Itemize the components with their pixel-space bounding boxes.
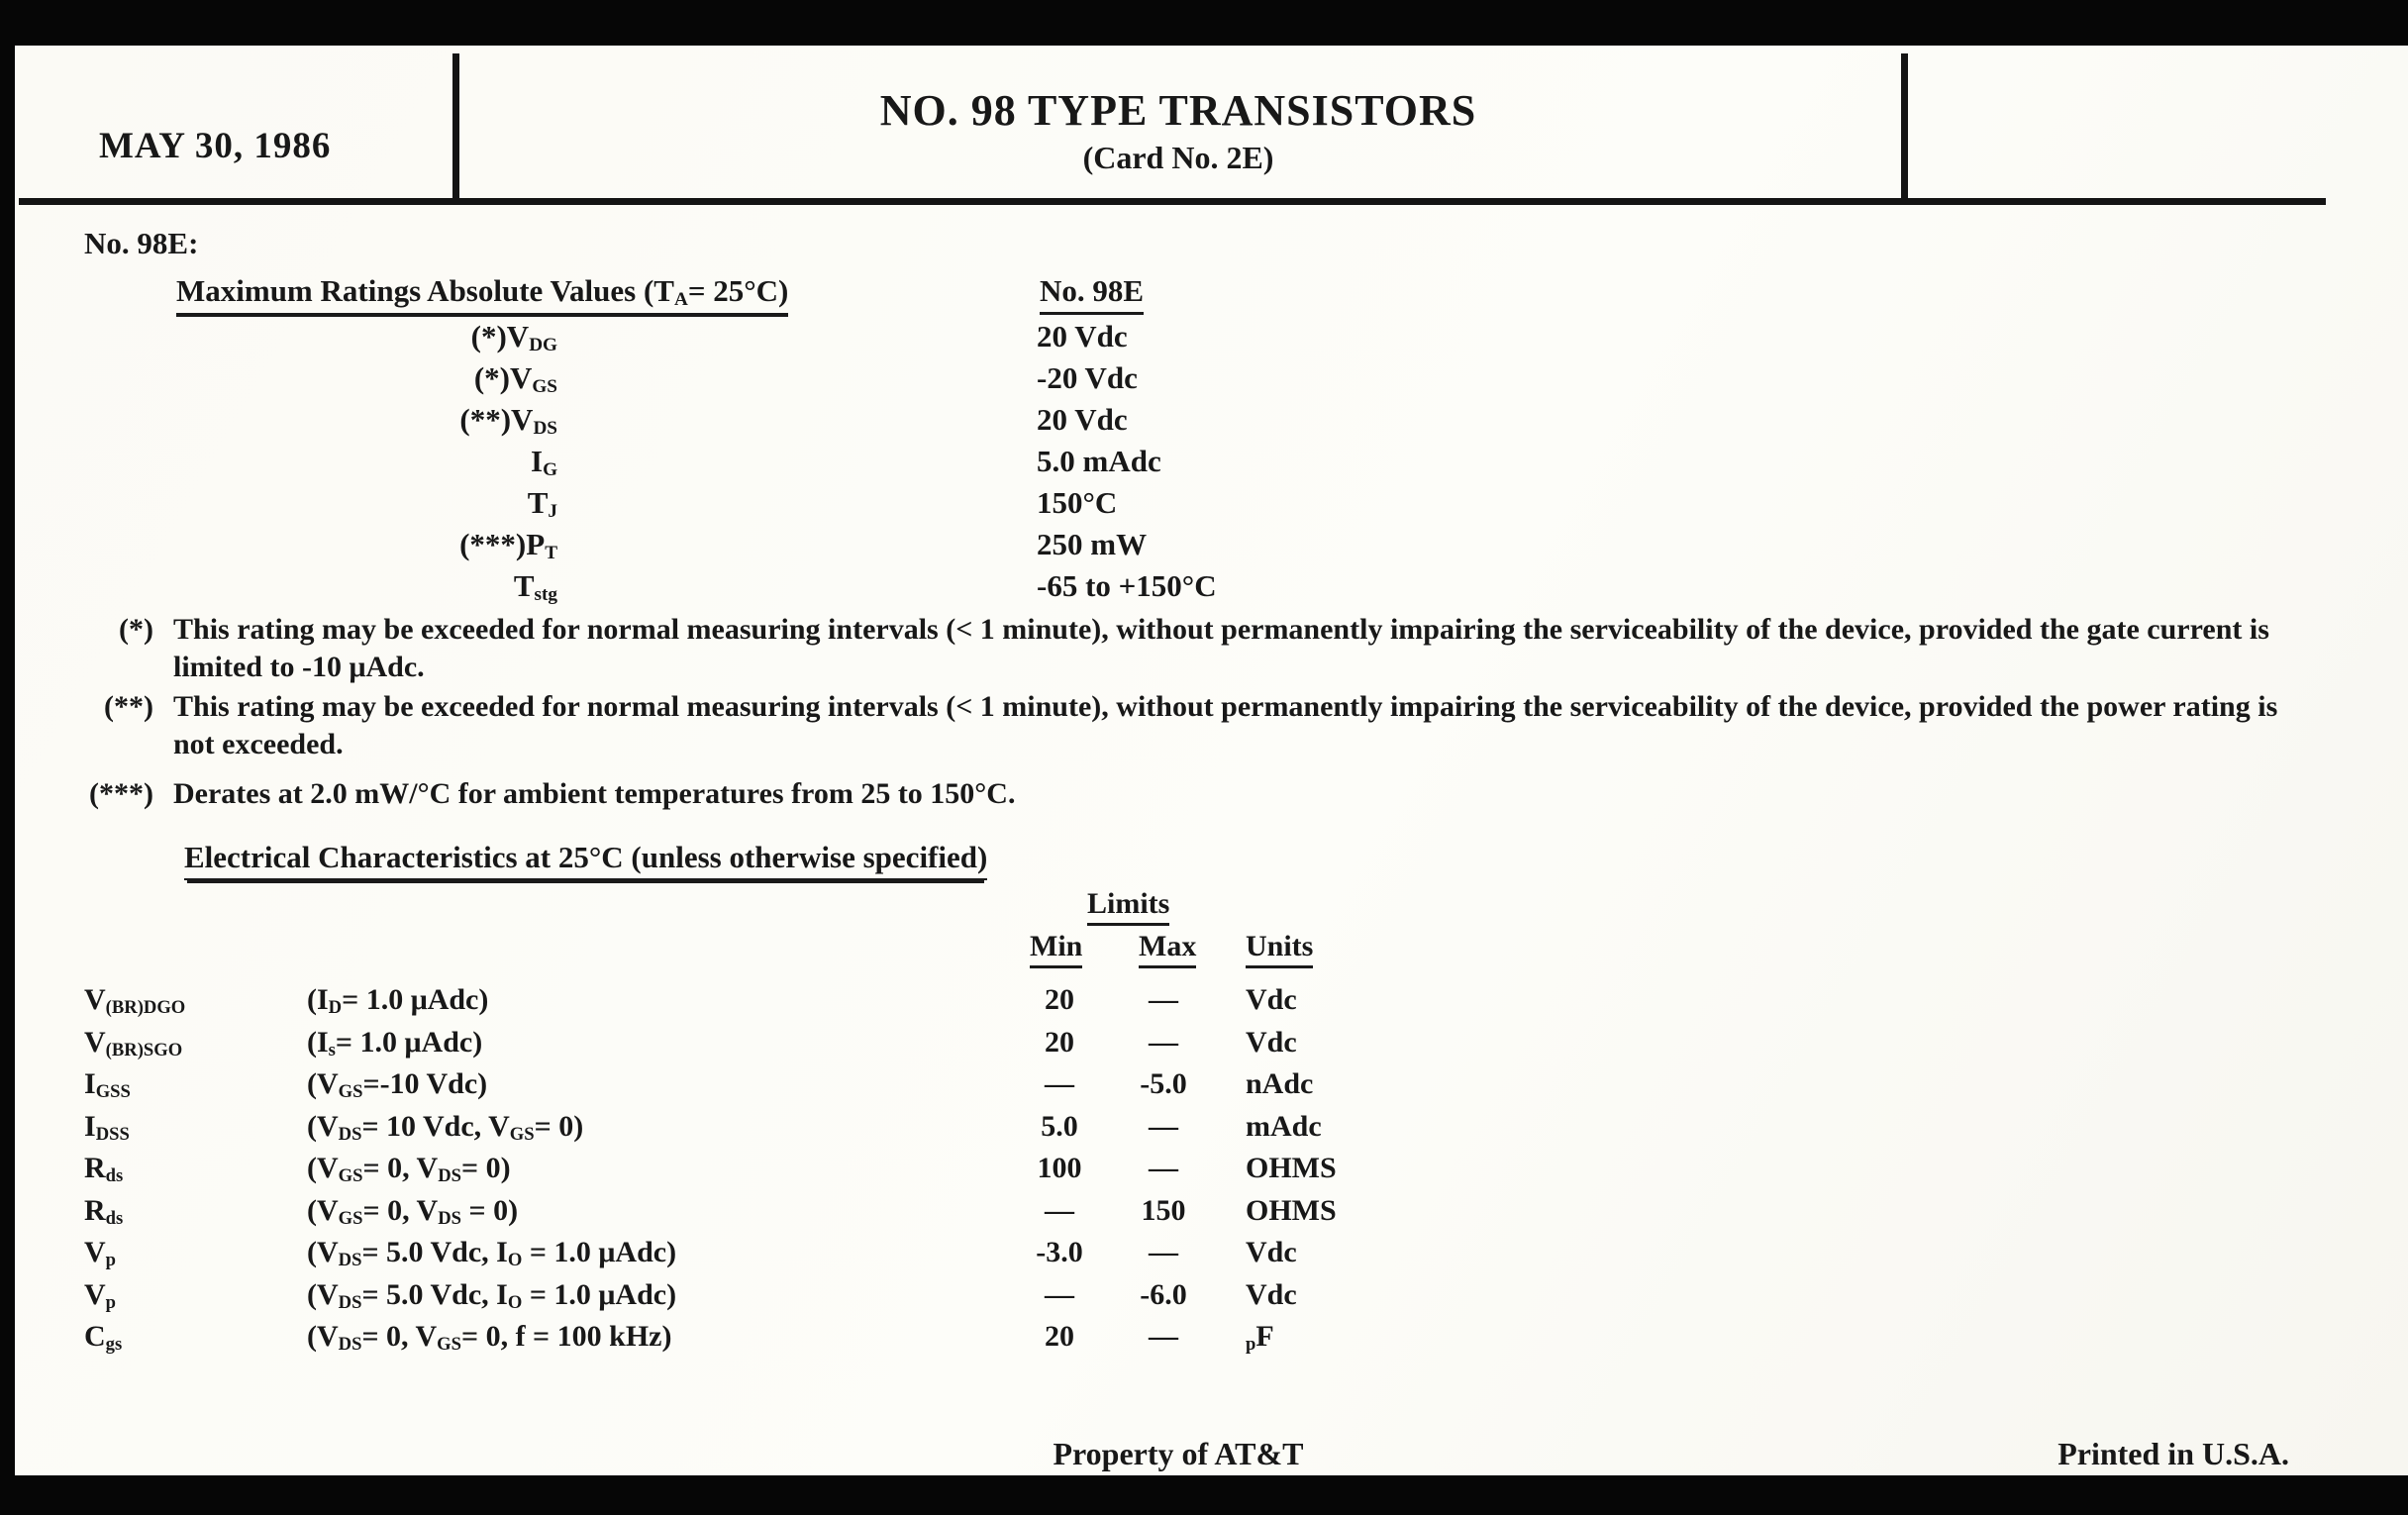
card-subtitle: (Card No. 2E) [1082,140,1274,175]
characteristic-symbol: $R_{ds}$ [84,1152,124,1187]
units: $_p$F [1246,1320,1274,1356]
header-rule [19,198,2326,205]
device-label: No. 98E: [84,226,199,260]
rating-parameter: $T_{stg}$ [513,568,557,606]
rating-parameter: $I_G$ [530,444,557,481]
footnote-marker: (*) [119,613,153,646]
characteristic-symbol: $I_{DSS}$ [84,1110,130,1146]
max-ratings-heading: Maximum Ratings Absolute Values $(T_A= 25^\circ C)$ [176,273,788,317]
limit-max: — [1149,1320,1178,1353]
characteristic-symbol: $V_{(BR)SGO}$ [84,1026,183,1061]
limit-min: -3.0 [1036,1236,1083,1268]
test-condition: ($V_{DS}= 5.0$ Vdc, $I_O = 1.0$ μAdc) [307,1278,677,1314]
rating-parameter: $(*)V_{DG}$ [470,319,557,356]
rating-value: 150°C [1037,485,1118,520]
footnote-text: Derates at 2.0 mW/°C for ambient temperatures from 25 to 150°C. [173,777,1016,810]
column-header-max: Max [1139,930,1196,968]
rating-parameter: $T_J$ [527,485,557,523]
limit-max: — [1149,1236,1178,1268]
footnote [69,688,2292,763]
card-title: NO. 98 TYPE TRANSISTORS [879,86,1477,135]
test-condition: ($V_{DS}= 0$, $V_{GS}= 0$, f = 100 kHz) [307,1320,672,1356]
test-condition: ($I_D= 1.0$ μAdc) [307,983,489,1019]
limit-max: — [1149,1152,1178,1184]
characteristic-symbol: $V_p$ [84,1236,117,1271]
rating-value: 5.0 mAdc [1037,444,1161,478]
rating-parameter: $(***)P_T$ [459,527,557,564]
rating-parameter: $(*)V_{GS}$ [473,360,557,398]
units: Vdc [1246,1026,1297,1059]
test-condition: ($V_{GS}= 0$, $V_{DS} = 0$) [307,1194,519,1230]
test-condition: ($I_s= 1.0$ μAdc) [307,1026,483,1061]
limit-min: 20 [1045,1320,1074,1353]
rating-value: 20 Vdc [1037,402,1128,437]
characteristic-symbol: $R_{ds}$ [84,1194,124,1230]
issue-date: MAY 30, 1986 [99,126,332,166]
footnote [69,611,2292,686]
limit-max: -6.0 [1140,1278,1187,1311]
test-condition: ($V_{DS}= 5.0$ Vdc, $I_O = 1.0$ μAdc) [307,1236,677,1271]
rating-value: 20 Vdc [1037,319,1128,354]
rating-value: 250 mW [1037,527,1148,561]
units: mAdc [1246,1110,1322,1143]
limit-max: -5.0 [1140,1067,1187,1100]
units: Vdc [1246,1278,1297,1311]
limit-max: — [1149,1110,1178,1143]
units: OHMS [1246,1152,1337,1184]
units: Vdc [1246,1236,1297,1268]
registration-tick-right [1901,53,1908,200]
limit-min: 5.0 [1041,1110,1078,1143]
footnote-marker: (***) [89,777,153,810]
limit-min: — [1045,1067,1074,1100]
limit-min: 100 [1037,1152,1082,1184]
limit-min: 20 [1045,983,1074,1016]
rating-value: -20 Vdc [1037,360,1138,395]
test-condition: ($V_{DS}= 10$ Vdc, $V_{GS}= 0$) [307,1110,584,1146]
characteristic-symbol: $V_{(BR)DGO}$ [84,983,186,1019]
limit-min: — [1045,1278,1074,1311]
test-condition: ($V_{GS}= 0$, $V_{DS}= 0$) [307,1152,511,1187]
footnote-text: This rating may be exceeded for normal measuring intervals (< 1 minute), without permanently impairing the serviceability of the device, provided the gate current is limited to -10 μAdc. [173,613,2269,683]
column-header-units: Units [1246,930,1313,968]
limit-max: — [1149,1026,1178,1059]
characteristic-symbol: $I_{GSS}$ [84,1067,131,1103]
units: nAdc [1246,1067,1314,1100]
electrical-heading: Electrical Characteristics at 25°C (unless otherwise specified) [184,840,987,880]
footnote [69,775,2292,813]
test-condition: ($V_{GS}=-10$ Vdc) [307,1067,488,1103]
rating-value: -65 to +150°C [1037,568,1217,603]
limit-min: 20 [1045,1026,1074,1059]
footnote-marker: (**) [104,690,153,723]
printed-in-notice: Printed in U.S.A. [2057,1436,2289,1471]
property-notice: Property of AT&T [1053,1436,1304,1471]
limit-max: 150 [1141,1194,1186,1227]
limits-column-group-label: Limits [1087,887,1169,926]
units: Vdc [1246,983,1297,1016]
units: OHMS [1246,1194,1337,1227]
title-block [455,85,1901,176]
limit-min: — [1045,1194,1074,1227]
footnote-text: This rating may be exceeded for normal measuring intervals (< 1 minute), without permanently impairing the serviceability of the device, provided the power rating is not exceeded. [173,690,2278,760]
column-header-min: Min [1030,930,1082,968]
rating-parameter: $(**)V_{DS}$ [459,402,557,440]
limit-max: — [1149,983,1178,1016]
max-ratings-column-header: No. 98E [1040,273,1144,315]
characteristic-symbol: $C_{gs}$ [84,1320,123,1356]
characteristic-symbol: $V_p$ [84,1278,117,1314]
